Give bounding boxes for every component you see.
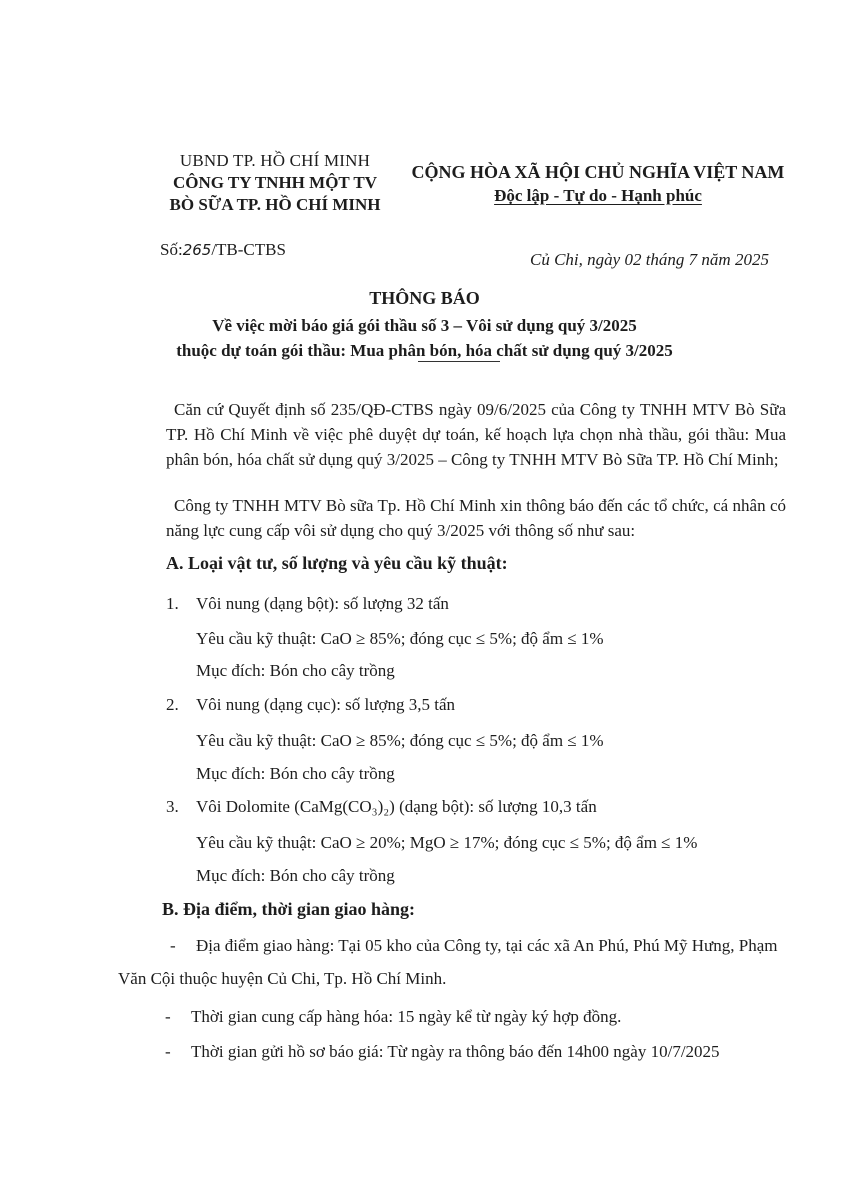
bullet-dash: - <box>170 936 176 955</box>
list-item-number: 3. <box>166 797 179 816</box>
list-item-number: 2. <box>166 695 179 714</box>
delivery-location-text: Địa điểm giao hàng: Tại 05 kho của Công ty, tại các xã An Phú, Phú Mỹ Hưng, Phạm <box>196 936 778 955</box>
list-item-text: Vôi nung (dạng bột): số lượng 32 tấn <box>196 594 449 613</box>
list-item-1-name <box>166 594 449 614</box>
issuer-company-line2: BÒ SỮA TP. HỒ CHÍ MINH <box>169 195 381 214</box>
legal-basis-paragraph: Căn cứ Quyết định số 235/QĐ-CTBS ngày 09/6/2025 của Công ty TNHH MTV Bò Sữa TP. Hồ Chí Minh về việc phê duyệt dự toán, kế hoạch lựa chọn nhà thầu, gói thầu: Mua phân bón, hóa chất sử dụng quý 3/2025 – Công ty TNHH MTV Bò Sữa TP. Hồ Chí Minh; <box>166 400 786 469</box>
issuer-parent-org: UBND TP. HỒ CHÍ MINH <box>179 151 371 170</box>
list-item-1-spec: Yêu cầu kỹ thuật: CaO ≥ 85%; đóng cục ≤ 5%; độ ẩm ≤ 1% <box>196 629 604 648</box>
nation-name: CỘNG HÒA XÃ HỘI CHỦ NGHĨA VIỆT NAM <box>411 162 785 182</box>
document-number <box>160 240 286 260</box>
bullet-dash: - <box>165 1042 171 1061</box>
section-a-heading: A. Loại vật tư, số lượng và yêu cầu kỹ thuật: <box>166 553 508 573</box>
list-item-1-purpose: Mục đích: Bón cho cây trồng <box>196 661 395 680</box>
title-underline <box>418 361 500 362</box>
list-item-number: 1. <box>166 594 179 613</box>
delivery-location-line2: Văn Cội thuộc huyện Củ Chi, Tp. Hồ Chí Minh. <box>118 969 447 988</box>
national-header <box>398 160 798 208</box>
list-item-text: Vôi Dolomite (CaMg(CO₃)₂) (dạng bột): số lượng 10,3 tấn <box>196 797 597 816</box>
doc-number-handwritten: 265 <box>182 241 212 259</box>
doc-number-suffix: /TB-CTBS <box>211 240 286 259</box>
document-subtitle-line2: thuộc dự toán gói thầu: Mua phân bón, hóa chất sử dụng quý 3/2025 <box>176 341 673 360</box>
quote-time-text: Thời gian gửi hồ sơ báo giá: Từ ngày ra thông báo đến 14h00 ngày 10/7/2025 <box>191 1042 720 1061</box>
document-title: THÔNG BÁO <box>369 288 480 308</box>
doc-number-prefix: Số: <box>160 240 183 259</box>
list-item-3-name <box>166 797 597 817</box>
national-motto: Độc lập - Tự do - Hạnh phúc <box>494 186 702 205</box>
section-b-heading: B. Địa điểm, thời gian giao hàng: <box>162 899 416 919</box>
list-item-3-spec: Yêu cầu kỹ thuật: CaO ≥ 20%; MgO ≥ 17%; đóng cục ≤ 5%; độ ẩm ≤ 1% <box>196 833 698 852</box>
list-item-text: Vôi nung (dạng cục): số lượng 3,5 tấn <box>196 695 455 714</box>
delivery-location-line1 <box>170 936 777 956</box>
announcement-paragraph: Công ty TNHH MTV Bò sữa Tp. Hồ Chí Minh xin thông báo đến các tổ chức, cá nhân có năng lực cung cấp vôi sử dụng cho quý 3/2025 với thông số như sau: <box>166 496 786 540</box>
document-subtitle-line1: Về việc mời báo giá gói thầu số 3 – Vôi sử dụng quý 3/2025 <box>212 316 637 335</box>
supply-time-text: Thời gian cung cấp hàng hóa: 15 ngày kể từ ngày ký hợp đồng. <box>191 1007 622 1026</box>
list-item-2-purpose: Mục đích: Bón cho cây trồng <box>196 764 395 783</box>
list-item-2-spec: Yêu cầu kỹ thuật: CaO ≥ 85%; đóng cục ≤ 5%; độ ẩm ≤ 1% <box>196 731 604 750</box>
list-item-2-name <box>166 695 455 715</box>
issuer-block <box>150 150 400 216</box>
issuer-company-line1: CÔNG TY TNHH MỘT TV <box>172 173 378 192</box>
list-item-3-purpose: Mục đích: Bón cho cây trồng <box>196 866 395 885</box>
delivery-supply-time <box>165 1007 621 1027</box>
delivery-quote-time <box>165 1042 720 1062</box>
bullet-dash: - <box>165 1007 171 1026</box>
date-line: Củ Chi, ngày 02 tháng 7 năm 2025 <box>530 250 769 269</box>
